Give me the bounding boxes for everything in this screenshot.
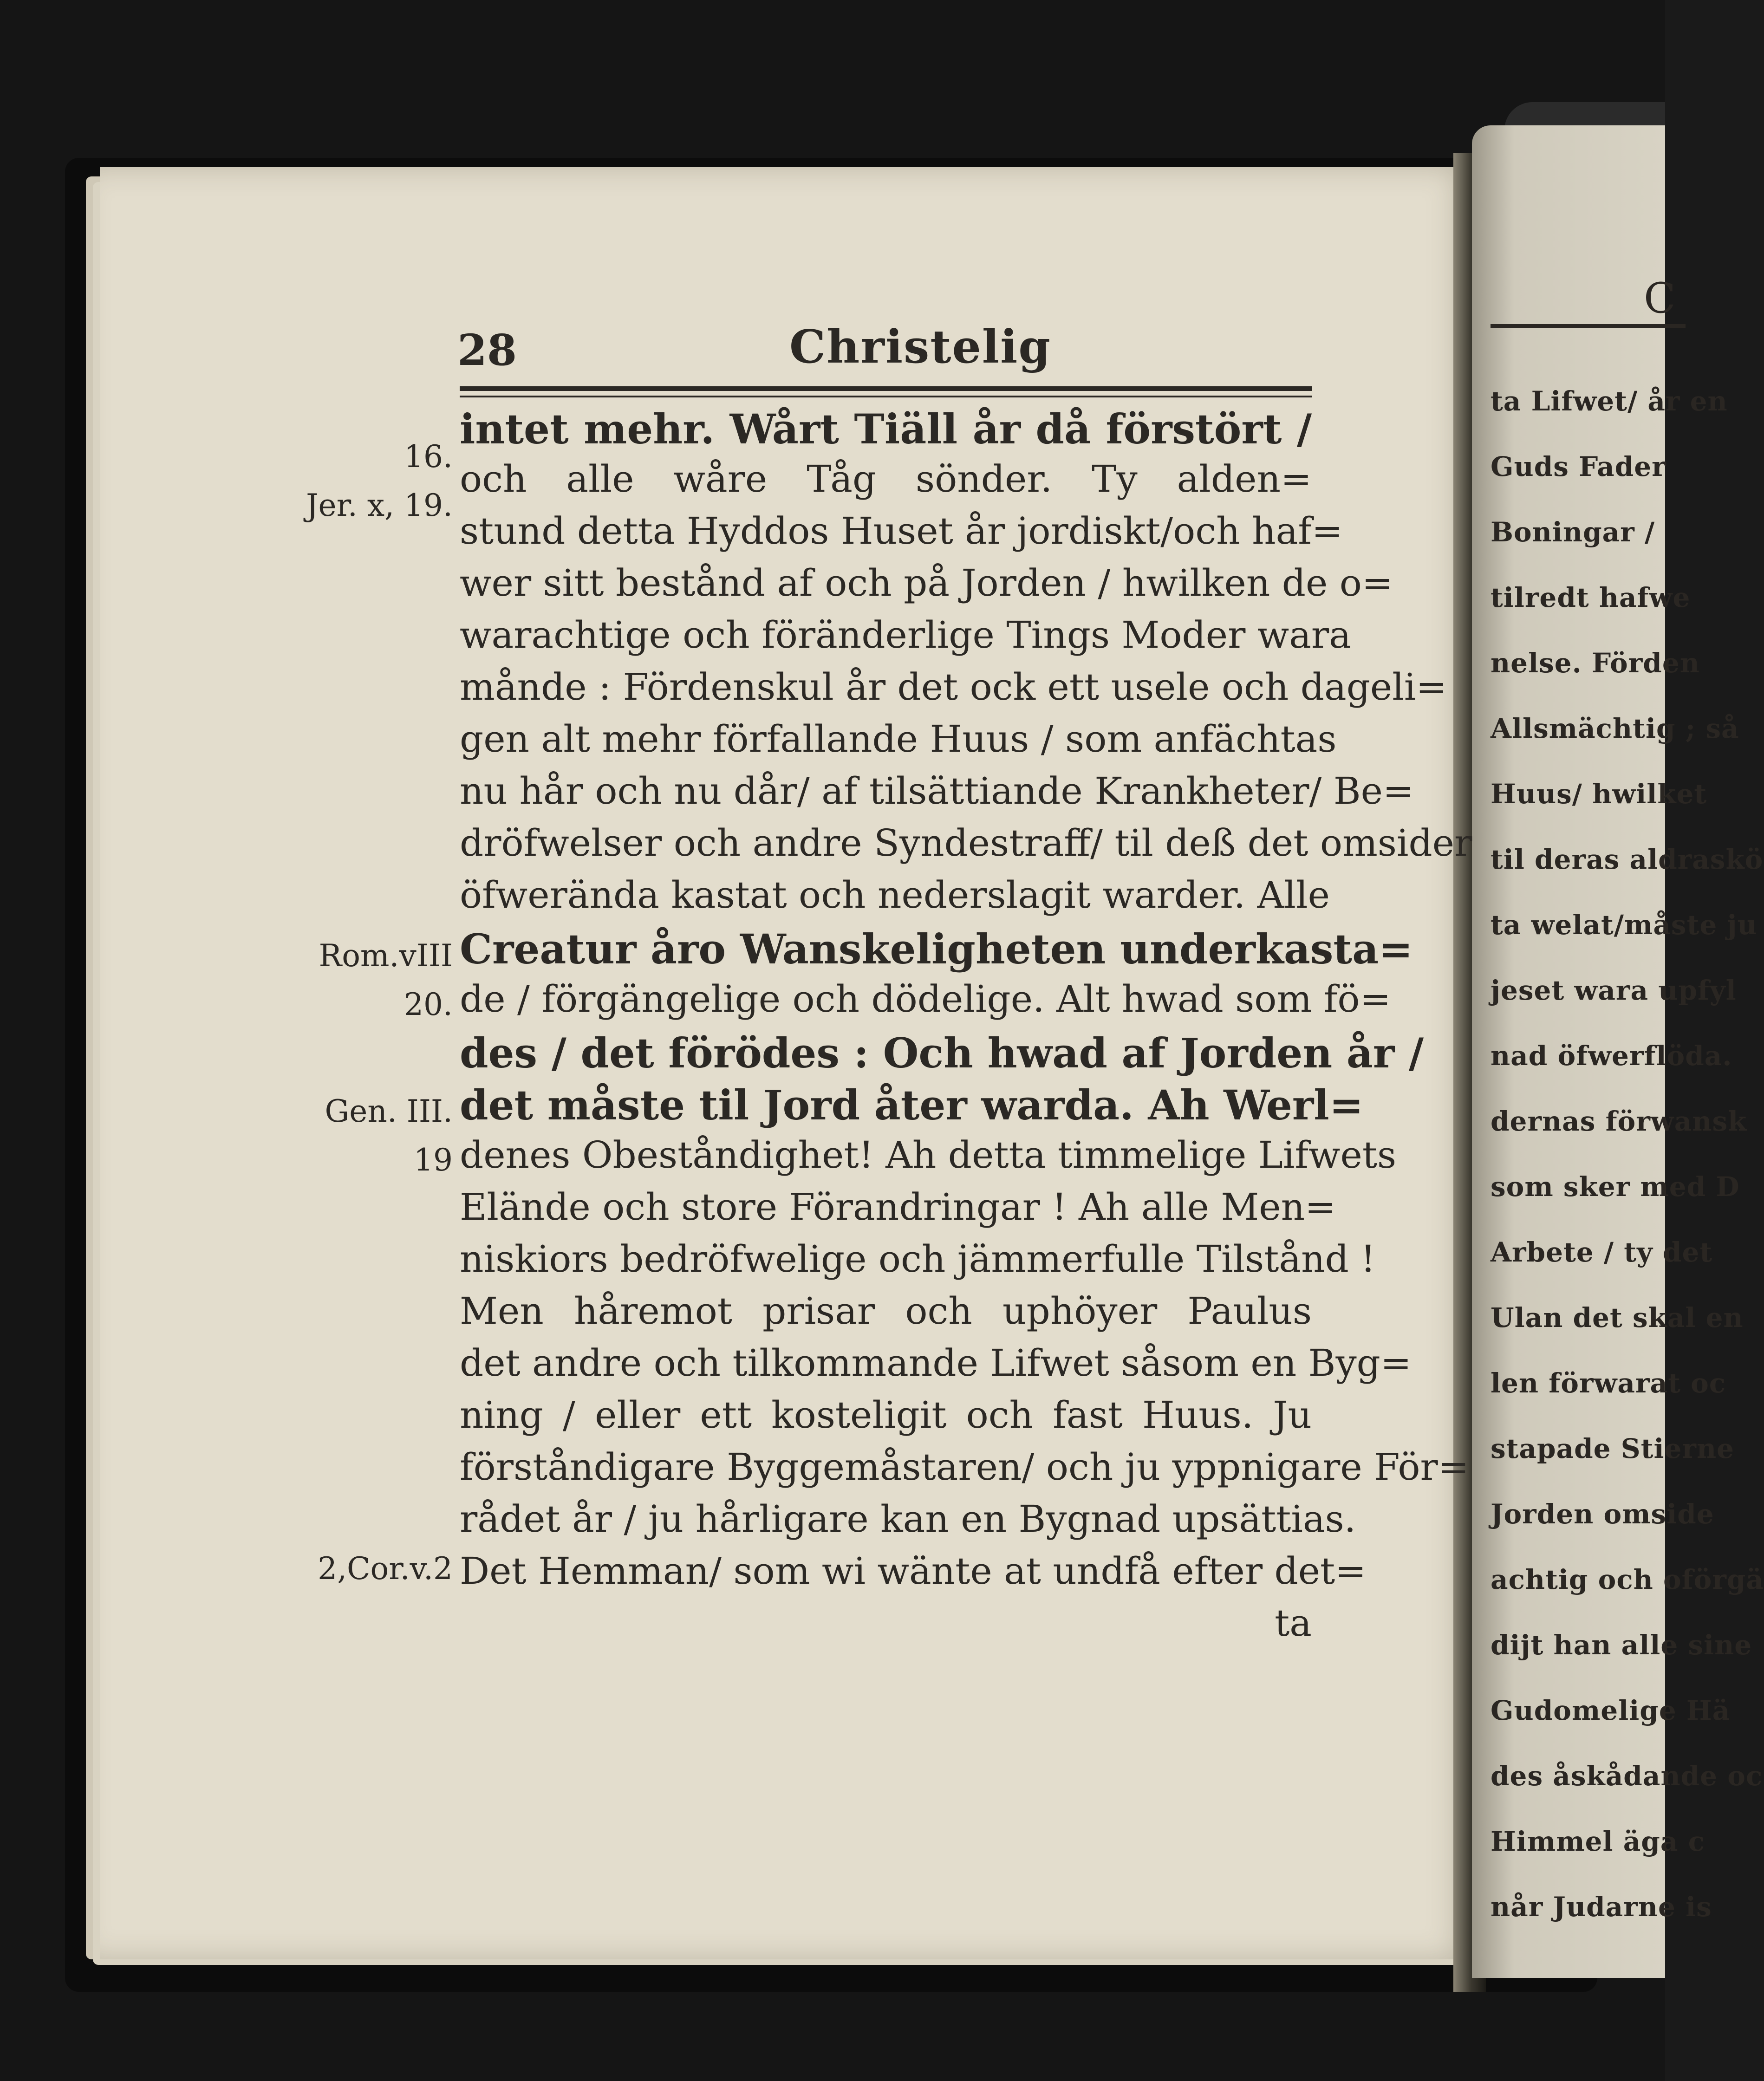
facing-page-line: Himmel äga c — [1491, 1826, 1705, 1857]
body-line: och alle wåre Tåg sönder. Ty alden= — [460, 457, 1312, 501]
marginal-note: 2,Cor.v.2 — [318, 1551, 453, 1587]
facing-page-line: len förwarat oc — [1491, 1367, 1726, 1399]
body-line: rådet år / ju hårligare kan en Bygnad upsättias. — [460, 1497, 1356, 1541]
head-rule-thin — [460, 396, 1312, 397]
facing-page-line: ta welat/måste ju — [1491, 909, 1757, 941]
marginal-note: 20. — [404, 987, 453, 1022]
body-line: warachtige och föränderlige Tings Moder wara — [460, 613, 1351, 657]
facing-page-line: Guds Fader — [1491, 451, 1666, 482]
body-line: niskiors bedröfwelige och jämmerfulle Tilstånd ! — [460, 1237, 1376, 1281]
body-line: gen alt mehr förfallande Huus / som anfächtas — [460, 717, 1337, 761]
body-line: det måste til Jord åter warda. Ah Werl= — [460, 1081, 1364, 1129]
facing-page-line: Gudomelige Hä — [1491, 1695, 1731, 1726]
facing-page-line: Jorden omside — [1491, 1498, 1714, 1530]
facing-page-line: achtig och oförgä — [1491, 1564, 1764, 1595]
marginal-note: Rom.vIII — [319, 938, 453, 974]
facing-page-line: stapade Stierne — [1491, 1433, 1735, 1464]
facing-page-line: des åskådande oc — [1491, 1760, 1763, 1792]
marginal-note: Gen. III. — [325, 1093, 453, 1129]
facing-page-line: Allsmächtig ; så — [1491, 713, 1739, 744]
facing-page-line: Boningar / — [1491, 516, 1655, 548]
body-line: intet mehr. Wårt Tiäll år då förstört / — [460, 405, 1312, 453]
marginal-note: 19 — [414, 1142, 453, 1178]
body-line: denes Obeståndighet! Ah detta timmelige Lifwets — [460, 1133, 1397, 1177]
body-line: Det Hemman/ som wi wänte at undfå efter det= — [460, 1549, 1367, 1593]
facing-page-line: til deras aldraskö — [1491, 844, 1764, 875]
body-line: stund detta Hyddos Huset år jordiskt/och haf= — [460, 509, 1343, 553]
marginal-note: Jer. x, 19. — [306, 488, 453, 523]
body-line: öfwerända kastat och nederslagit warder. Alle — [460, 873, 1330, 917]
running-head: Christelig — [789, 320, 1051, 374]
facing-page-line: Arbete / ty det — [1491, 1236, 1713, 1268]
body-line: månde : Fördenskul år det ock ett usele och dageli= — [460, 665, 1447, 709]
page-number: 28 — [457, 325, 517, 375]
facing-page-line: ta Lifwet/ år en — [1491, 385, 1728, 417]
facing-page-line: jeset wara upfyl — [1491, 975, 1737, 1006]
facing-page-line: når Judarne is — [1491, 1891, 1712, 1923]
body-line: des / det förödes : Och hwad af Jorden år / — [460, 1029, 1424, 1077]
facing-page-line: nelse. Förden — [1491, 647, 1700, 679]
body-line: Creatur åro Wanskeligheten underkasta= — [460, 925, 1413, 973]
body-line: Elände och store Förandringar ! Ah alle Men= — [460, 1185, 1336, 1229]
body-line: dröfwelser och andre Syndestraff/ til deß det omsider — [460, 821, 1472, 865]
facing-page-line: dijt han alle sine — [1491, 1629, 1752, 1661]
facing-page-line: dernas förwansk — [1491, 1106, 1747, 1137]
facing-page-line: nad öfwerflöda. — [1491, 1040, 1732, 1072]
body-line: ta — [1275, 1601, 1312, 1645]
body-line: förståndigare Byggemåstaren/ och ju yppnigare För= — [460, 1445, 1469, 1489]
facing-page-line: tilredt hafwe — [1491, 582, 1691, 613]
facing-page-head-letter: C — [1644, 274, 1676, 323]
facing-page-line: Huus/ hwilket — [1491, 778, 1707, 810]
head-rule — [460, 386, 1312, 391]
marginal-note: 16. — [404, 439, 453, 475]
facing-page-line: Ulan det skal en — [1491, 1302, 1744, 1333]
body-line: wer sitt bestånd af och på Jorden / hwilken de o= — [460, 561, 1393, 605]
body-line: ning / eller ett kosteligit och fast Huus. Ju — [460, 1393, 1312, 1437]
facing-page-line: som sker med D — [1491, 1171, 1740, 1203]
body-line: de / förgängelige och dödelige. Alt hwad som fö= — [460, 977, 1391, 1021]
body-line: Men håremot prisar och uphöyer Paulus — [460, 1289, 1312, 1333]
body-line: det andre och tilkommande Lifwet såsom en Byg= — [460, 1341, 1412, 1385]
body-line: nu hår och nu dår/ af tilsättiande Krankheter/ Be= — [460, 769, 1414, 813]
